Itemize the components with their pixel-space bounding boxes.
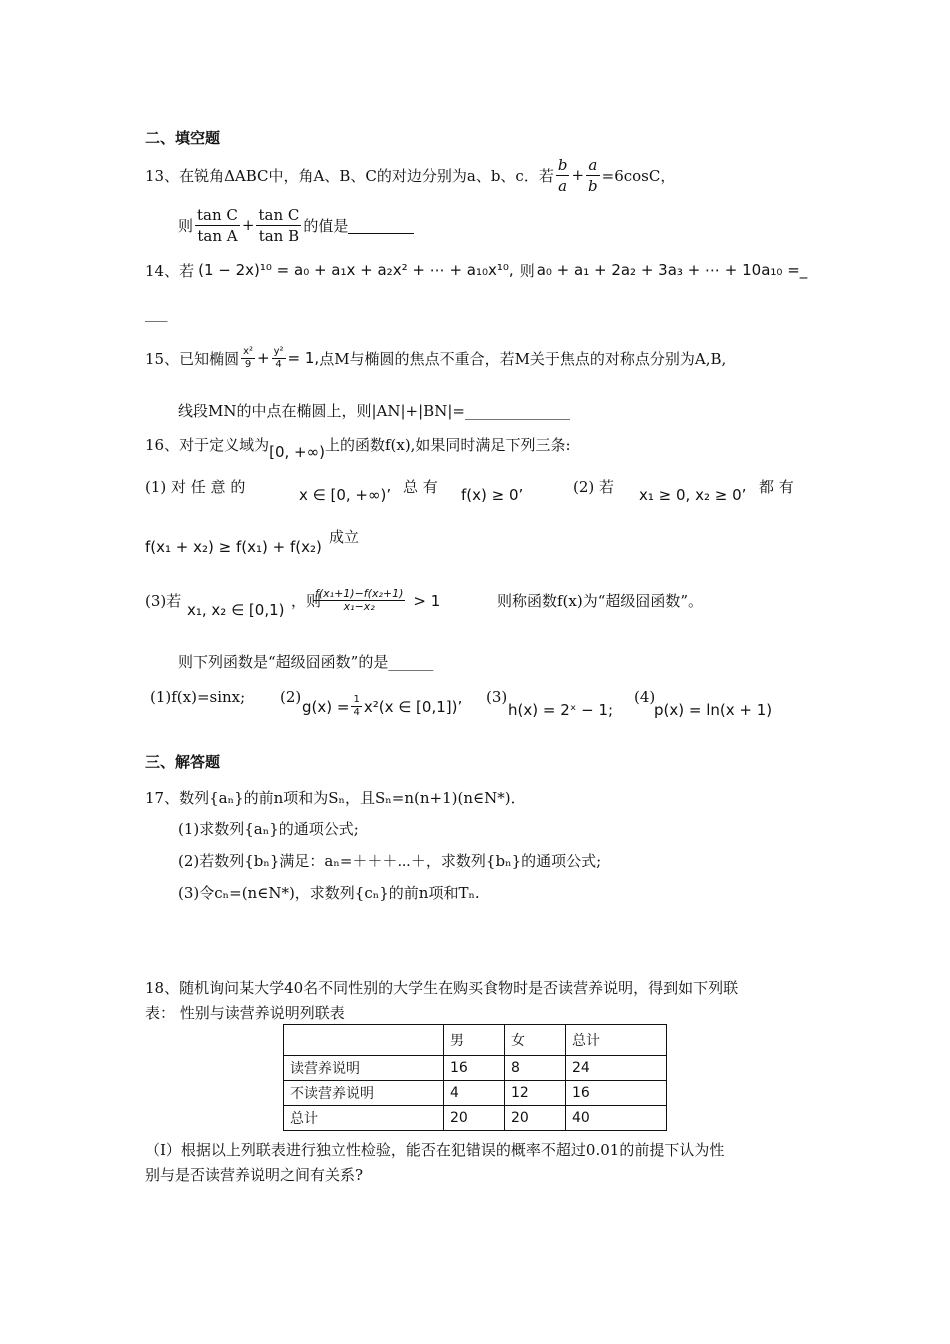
option-4-formula: p(x) = ln(x + 1) bbox=[654, 701, 773, 719]
question-17-part3: (3)令cₙ=(n∈N*)，求数列{cₙ}的前n项和Tₙ. bbox=[178, 884, 480, 902]
question-text: 在锐角ΔABC中，角A、B、C的对边分别为a、b、c．若 bbox=[179, 166, 554, 185]
header-female: 女 bbox=[505, 1025, 566, 1056]
condition-3: (3)若 x₁, x₂ ∈ [0,1) ，则 $\frac{\text{f(x₁+1)−f(x₂+1)}}{\text{x₁−x₂}}$ > 1 则称函数f(x)为“超级囧函数”。 bbox=[145, 587, 704, 619]
option-4-label: (4) bbox=[634, 688, 656, 706]
fraction-tanC-over-tanB: $\frac{\text{tan C}}{\text{tan B}}$ bbox=[258, 205, 300, 245]
difference-quotient: $\frac{\text{f(x₁+1)−f(x₂+1)}}{\text{x₁−x₂}}$ bbox=[315, 587, 404, 613]
question-15-line1: 15、已知椭圆 $\frac{\text{x²}}{9}$ + $\frac{\text{y²}}{4}$ = 1, 点M与椭圆的焦点不重合，若M关于焦点的对称点分别为A,B, bbox=[145, 345, 727, 370]
question-number: 13、 bbox=[145, 166, 180, 185]
question-17-part1: (1)求数列{aₙ}的通项公式; bbox=[178, 820, 359, 838]
question-18-part1-line1: （Ⅰ）根据以上列联表进行独立性检验，能否在犯错误的概率不超过0.01的前提下认为性 bbox=[145, 1141, 725, 1159]
option-3-label: (3) bbox=[486, 688, 508, 706]
question-14: 14、若 (1 − 2x)¹⁰ = a₀ + a₁x + a₂x² + ⋯ + a₁₀x¹⁰, 则 a₀ + a₁ + 2a₂ + 3a₃ + ⋯ + 10a₁₀ = _ bbox=[145, 261, 808, 280]
option-1: (1)f(x)=sinx; bbox=[150, 688, 246, 706]
question-17-part2: (2)若数列{bₙ}满足：aₙ=＋＋＋⋯＋，求数列{bₙ}的通项公式; bbox=[178, 852, 602, 870]
answer-blank[interactable]: ___ bbox=[145, 304, 168, 322]
question-18-part1-line2: 别与是否读营养说明之间有关系? bbox=[145, 1166, 364, 1184]
answer-blank[interactable]: ______________ bbox=[464, 402, 570, 420]
question-16-options bbox=[150, 688, 790, 722]
option-3-formula: h(x) = 2ˣ − 1; bbox=[508, 701, 614, 719]
contingency-table bbox=[283, 1024, 667, 1131]
table-row: 不读营养说明 4 12 16 bbox=[284, 1081, 667, 1106]
fraction-b-over-a: $\frac{b}{a}$ bbox=[557, 155, 568, 195]
question-16-ask: 则下列函数是“超级囧函数”的是______ bbox=[178, 653, 434, 671]
fraction-a-over-b: $\frac{a}{b}$ bbox=[588, 155, 598, 195]
option-2-formula: g(x) = $\frac{1}{4}$ x²(x ∈ [0,1])’ bbox=[302, 694, 463, 718]
domain-interval: [0, +∞) bbox=[269, 443, 325, 461]
question-13-line2: 则 $\frac{\text{tan C}}{\text{tan A}}$ + $\frac{\text{tan C}}{\text{tan B}}$ 的值是 bbox=[178, 200, 414, 250]
binomial-expansion: (1 − 2x)¹⁰ = a₀ + a₁x + a₂x² + ⋯ + a₁₀x¹⁰, bbox=[198, 261, 514, 279]
question-18-line2: 表： 性别与读营养说明列联表 bbox=[145, 1004, 345, 1022]
question-15-line2: 线段MN的中点在椭圆上，则|AN|+|BN|=______________ bbox=[178, 402, 570, 420]
option-2-label: (2) bbox=[280, 688, 302, 706]
weighted-sum-expression: a₀ + a₁ + 2a₂ + 3a₃ + ⋯ + 10a₁₀ = bbox=[536, 261, 800, 279]
question-number: 16、对于定义域为 bbox=[145, 435, 270, 454]
question-16-line1: 16、对于定义域为 [0, +∞) 上的函数f(x),如果同时满足下列三条: bbox=[145, 435, 571, 461]
condition-1-2: (1) 对 任 意 的 x ∈ [0, +∞)’ 总 有 f(x) ≥ 0’ (2) 若 x₁ ≥ 0, x₂ ≥ 0’ 都 有 bbox=[145, 478, 794, 504]
answer-blank[interactable] bbox=[348, 217, 414, 234]
question-17-line1: 17、数列{aₙ}的前n项和为Sₙ，且Sₙ=n(n+1)(n∈N*)． bbox=[145, 789, 526, 807]
equation-tail: =6cosC， bbox=[601, 166, 676, 185]
fraction-x2-over-9: $\frac{\text{x²}}{9}$ bbox=[243, 345, 254, 370]
table-header-row bbox=[284, 1025, 667, 1056]
question-number: 14、若 bbox=[145, 261, 195, 280]
table-row: 读营养说明 16 8 24 bbox=[284, 1056, 667, 1081]
header-male: 男 bbox=[444, 1025, 505, 1056]
fraction-y2-over-4: $\frac{\text{y²}}{4}$ bbox=[273, 345, 284, 370]
header-total: 总计 bbox=[566, 1025, 667, 1056]
question-13-line1: 13、 在锐角ΔABC中，角A、B、C的对边分别为a、b、c．若 $\frac{b}{a}$ + $\frac{a}{b}$ =6cosC， bbox=[145, 155, 676, 195]
question-18-line1: 18、随机询问某大学40名不同性别的大学生在购买食物时是否读营养说明，得到如下列联 bbox=[145, 979, 739, 997]
table-row: 总计 20 20 40 bbox=[284, 1106, 667, 1131]
fraction-tanC-over-tanA: $\frac{\text{tan C}}{\text{tan A}}$ bbox=[197, 205, 238, 245]
section-title-solutions: 三、解答题 bbox=[145, 753, 221, 771]
section-title-fill-in: 二、填空题 bbox=[145, 129, 221, 147]
question-number: 15、已知椭圆 bbox=[145, 349, 240, 368]
